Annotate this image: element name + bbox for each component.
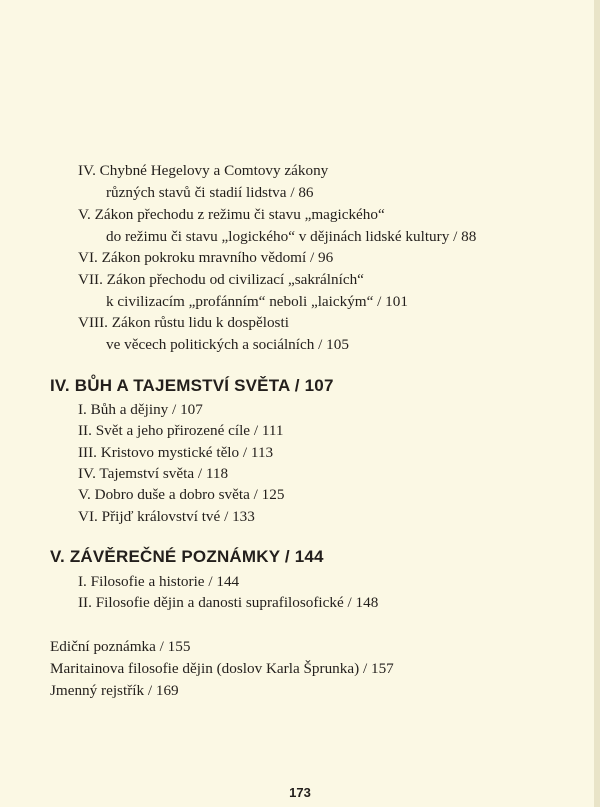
toc-entry-iii-4: IV. Chybné Hegelovy a Comtovy zákony <box>78 162 329 179</box>
toc-entry-iv-5: V. Dobro duše a dobro světa / 125 <box>78 486 285 503</box>
toc-entry-iii-6: VI. Zákon pokroku mravního vědomí / 96 <box>78 249 334 266</box>
toc-entry-index: Jmenný rejstřík / 169 <box>50 682 179 699</box>
toc-entry-iii-8: VIII. Zákon růstu lidu k dospělosti <box>78 314 289 331</box>
toc-entry-editorial-note: Ediční poznámka / 155 <box>50 638 191 655</box>
toc-entry-iii-7-cont: k civilizacím „profánním“ neboli „laickým“ / 101 <box>106 293 408 310</box>
toc-entry-iii-7: VII. Zákon přechodu od civilizací „sakrálních“ <box>78 271 364 288</box>
toc-entry-iii-5: V. Zákon přechodu z režimu či stavu „magického“ <box>78 206 385 223</box>
page-number: 173 <box>289 785 311 800</box>
toc-entry-afterword: Maritainova filosofie dějin (doslov Karla Šprunka) / 157 <box>50 660 394 677</box>
toc-entry-iv-2: II. Svět a jeho přirozené cíle / 111 <box>78 422 284 439</box>
section-v-heading: V. ZÁVĚREČNÉ POZNÁMKY / 144 <box>50 547 324 566</box>
toc-entry-iii-8-cont: ve věcech politických a sociálních / 105 <box>106 336 349 353</box>
toc-entry-v-1: I. Filosofie a historie / 144 <box>78 573 240 590</box>
toc-entry-iv-3: III. Kristovo mystické tělo / 113 <box>78 444 274 461</box>
toc-entry-iii-5-cont: do režimu či stavu „logického“ v dějinách lidské kultury / 88 <box>106 228 477 245</box>
toc-entry-iv-6: VI. Přijď království tvé / 133 <box>78 508 255 525</box>
toc-entry-iv-4: IV. Tajemství světa / 118 <box>78 465 229 482</box>
toc-entry-iii-4-cont: různých stavů či stadií lidstva / 86 <box>106 184 314 201</box>
toc-entry-iv-1: I. Bůh a dějiny / 107 <box>78 401 203 418</box>
section-iv-heading: IV. BŮH A TAJEMSTVÍ SVĚTA / 107 <box>50 376 334 395</box>
toc-entry-v-2: II. Filosofie dějin a danosti suprafilosofické / 148 <box>78 594 379 611</box>
